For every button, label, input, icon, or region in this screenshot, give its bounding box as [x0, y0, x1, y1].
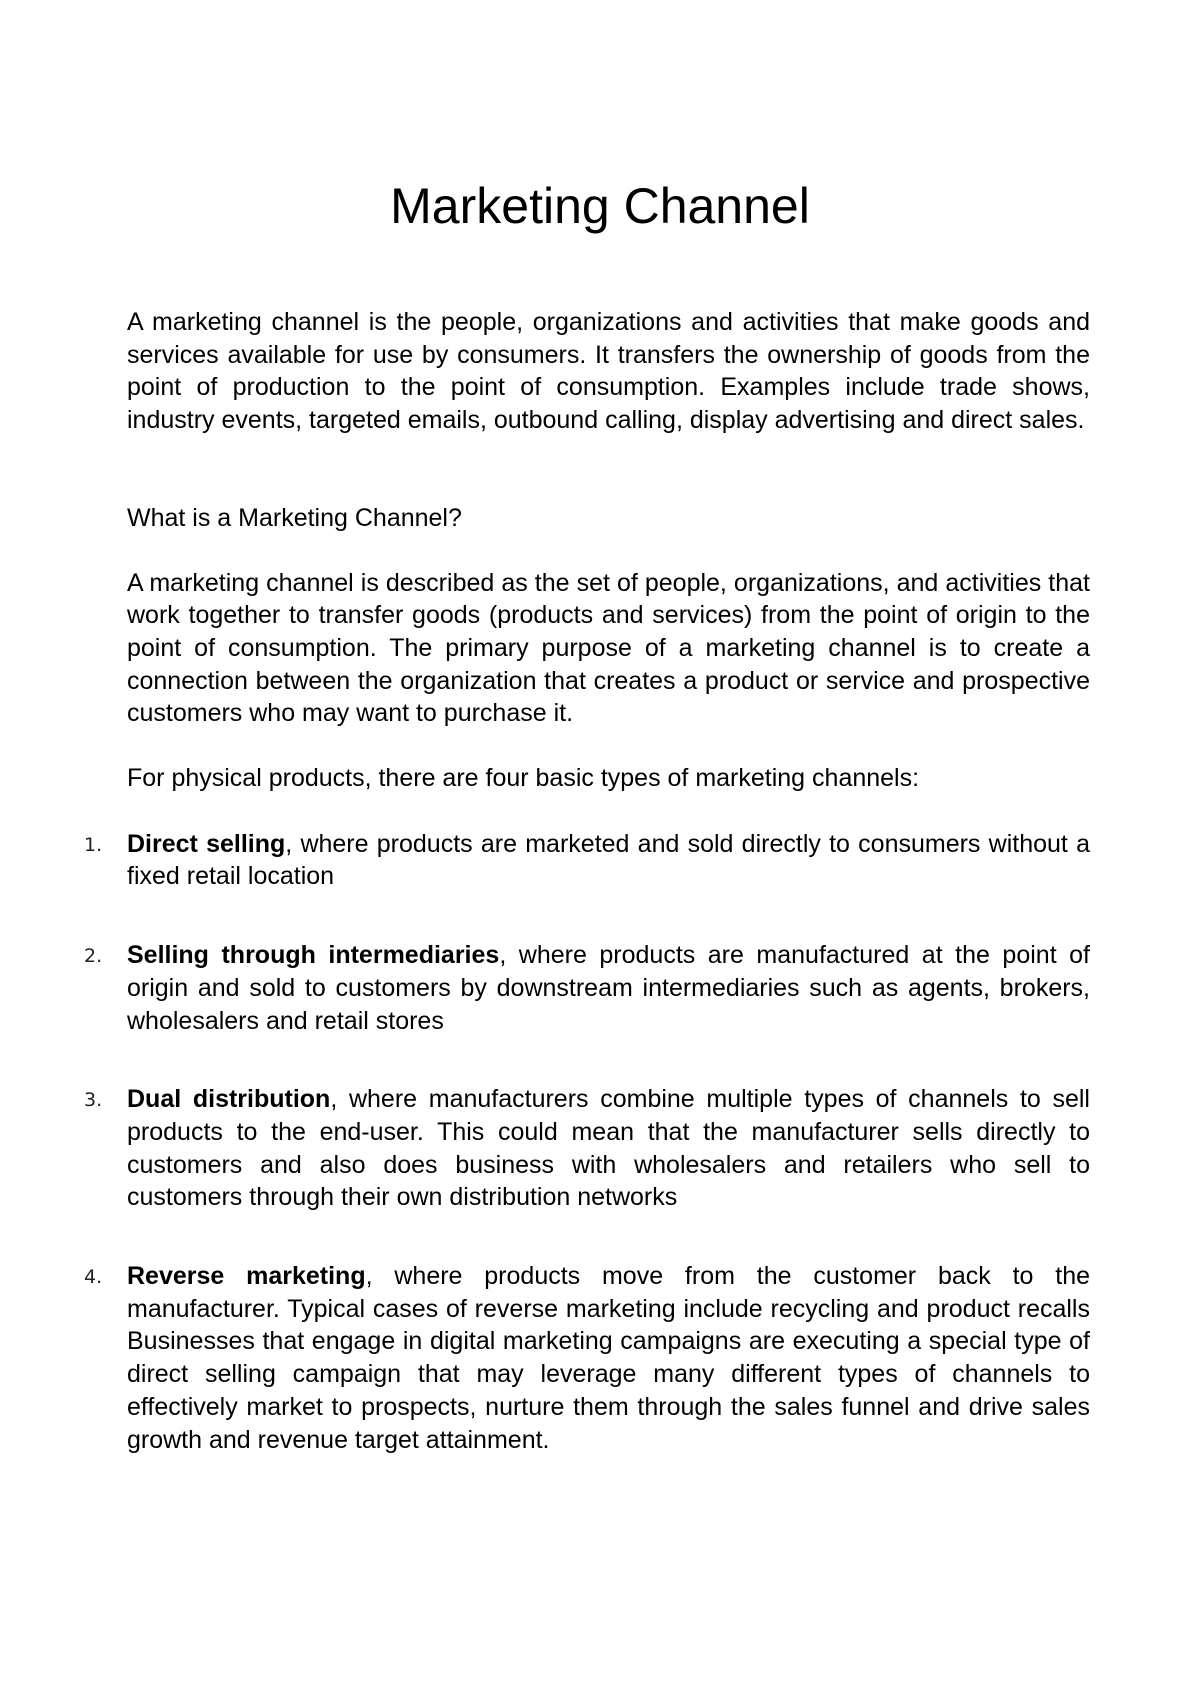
list-item-number: 1.: [84, 833, 103, 856]
list-item-number: 4.: [84, 1266, 103, 1289]
list-item-term: Direct selling: [127, 829, 286, 858]
list-item-term: Dual distribution: [127, 1085, 331, 1114]
list-item-term: Selling through intermediaries: [127, 941, 500, 970]
list-item: [84, 939, 1091, 1037]
list-item: [84, 1260, 1090, 1456]
section-heading: What is a Marketing Channel?: [127, 503, 462, 532]
list-item-number: 3.: [84, 1089, 103, 1112]
page-title: Marketing Channel: [390, 178, 810, 234]
list-item-term: Reverse marketing: [127, 1262, 366, 1291]
list-item-text: , where products move from the customer back to the manufacturer. Typical cases of reverse marketing include recycling and product recalls Businesses that engage in digital marketing campaigns are executing a special type of direct selling campaign that may leverage many different types of channels to effectively market to prospects, nurture them through the sales funnel and drive sales growth and revenue target attainment.: [127, 1262, 1090, 1454]
definition-paragraph: A marketing channel is described as the set of people, organizations, and activities that work together to transfer goods (products and services) from the point of origin to the point of consumption. The primary purpose of a marketing channel is to create a connection between the organization that creates a product or service and prospective customers who may want to purchase it.: [127, 568, 1090, 728]
list-item-number: 2.: [84, 945, 103, 968]
list-intro: For physical products, there are four basic types of marketing channels:: [127, 764, 920, 793]
list-item: [84, 1083, 1090, 1214]
list-item-text: , where manufacturers combine multiple types of channels to sell products to the end-user. This could mean that the manufacturer sells directly to customers and also does business with wholesalers and retailers who sell to customers through their own distribution networks: [127, 1085, 1090, 1212]
list-item-text: , where products are manufactured at the point of origin and sold to customers by downstream intermediaries such as agents, brokers, wholesalers and retail stores: [127, 941, 1091, 1035]
list-item-text: , where products are marketed and sold directly to consumers without a fixed retail location: [127, 829, 1090, 891]
channel-types-list: [84, 828, 1091, 1457]
list-item: [84, 828, 1090, 893]
document-body: [84, 306, 1091, 1502]
intro-paragraph: A marketing channel is the people, organizations and activities that make goods and services available for use by consumers. It transfers the ownership of goods from the point of production to the point of consumption. Examples include trade shows, industry events, targeted emails, outbound calling, display advertising and direct sales.: [127, 308, 1090, 435]
